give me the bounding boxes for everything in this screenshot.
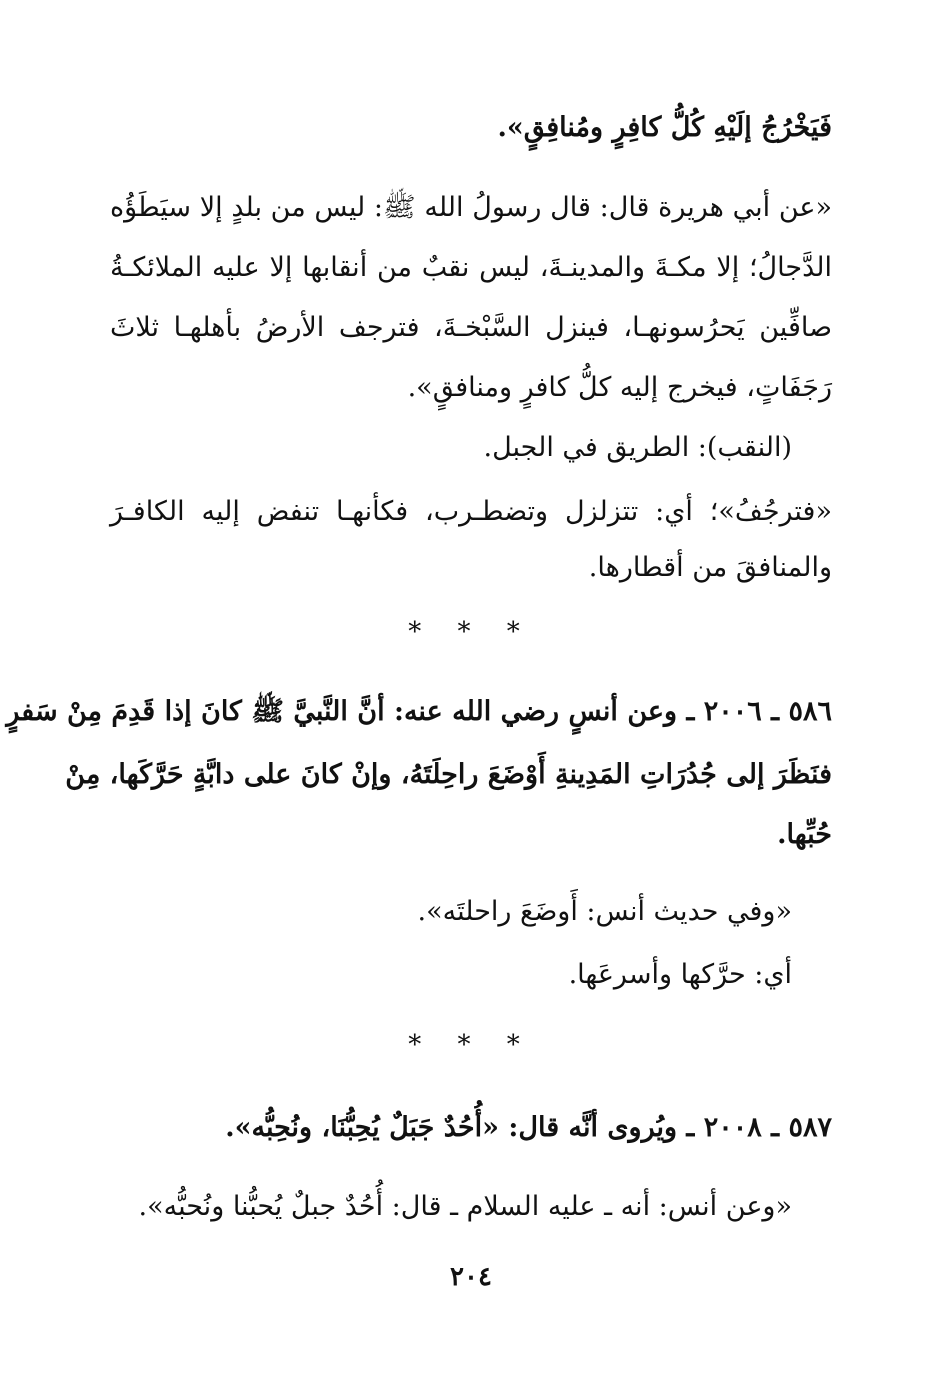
hadith-quote-line-4: رَجَفَاتٍ، فيخرج إليه كلُّ كافرٍ ومنافقٍ». [407,372,832,403]
hadith-quote-line-1: «عن أبي هريرة قال: قال رسولُ الله ﷺ: ليس من بلدٍ إلا سيَطَؤُه [110,192,832,223]
document-page [6,0,832,1376]
page-number: ٢٠٤ [450,1262,492,1292]
note-tarjuf-line-1: «فترجُفُ»؛ أي: تتزلزل وتضطـرب، فكأنهـا تنفض إليه الكافـرَ [110,496,832,527]
note-naqb: (النقب): الطريق في الجبل. [483,432,792,463]
hadith-quote-line-3: صافِّين يَحرُسونهـا، فينزل السَّبْخـةَ، فترجف الأرضُ بأهلهـا ثلاثَ [110,312,832,343]
anas-explanation: أي: حرَّكها وأسرعَها. [568,959,792,990]
hadith-586-line-3: حُبِّها. [777,819,832,850]
hadith-586-line-2: فنَظَرَ إلى جُدُرَاتِ المَدِينةِ أَوْضَعَ راحِلَتَهُ، وإنْ كانَ على دابَّةٍ حَرَّكَها، مِنْ [65,759,832,790]
note-tarjuf-line-2: والمنافقَ من أقطارها. [588,552,832,583]
hadith-586-line-1: ٥٨٦ ـ ٢٠٠٦ ـ وعن أنسٍ رضي الله عنه: أنَّ النَّبيَّ ﷺ كانَ إذا قَدِمَ مِنْ سَفرٍ [6,696,832,727]
section-separator-1: * * * [408,617,534,647]
hadith-587-quote: «وعن أنس: أنه ـ عليه السلام ـ قال: أُحُدٌ جبلٌ يُحبُّنا ونُحبُّه». [138,1191,792,1222]
continued-hadith-line: فَيَخْرُجُ إلَيْهِ كُلُّ كافِرٍ ومُنافِقٍ». [497,112,832,143]
section-separator-2: * * * [408,1030,534,1060]
anas-quote: «وفي حديث أنس: أَوضَعَ راحلتَه». [417,896,792,927]
hadith-587: ٥٨٧ ـ ٢٠٠٨ ـ ويُروى أنَّه قال: «أُحُدٌ جَبَلٌ يُحِبُّنَا، ونُحِبُّه». [225,1112,832,1143]
hadith-quote-line-2: الدَّجالُ؛ إلا مكـةَ والمدينـةَ، ليس نقبٌ من أنقابها إلا عليه الملائكـةُ [110,252,832,283]
